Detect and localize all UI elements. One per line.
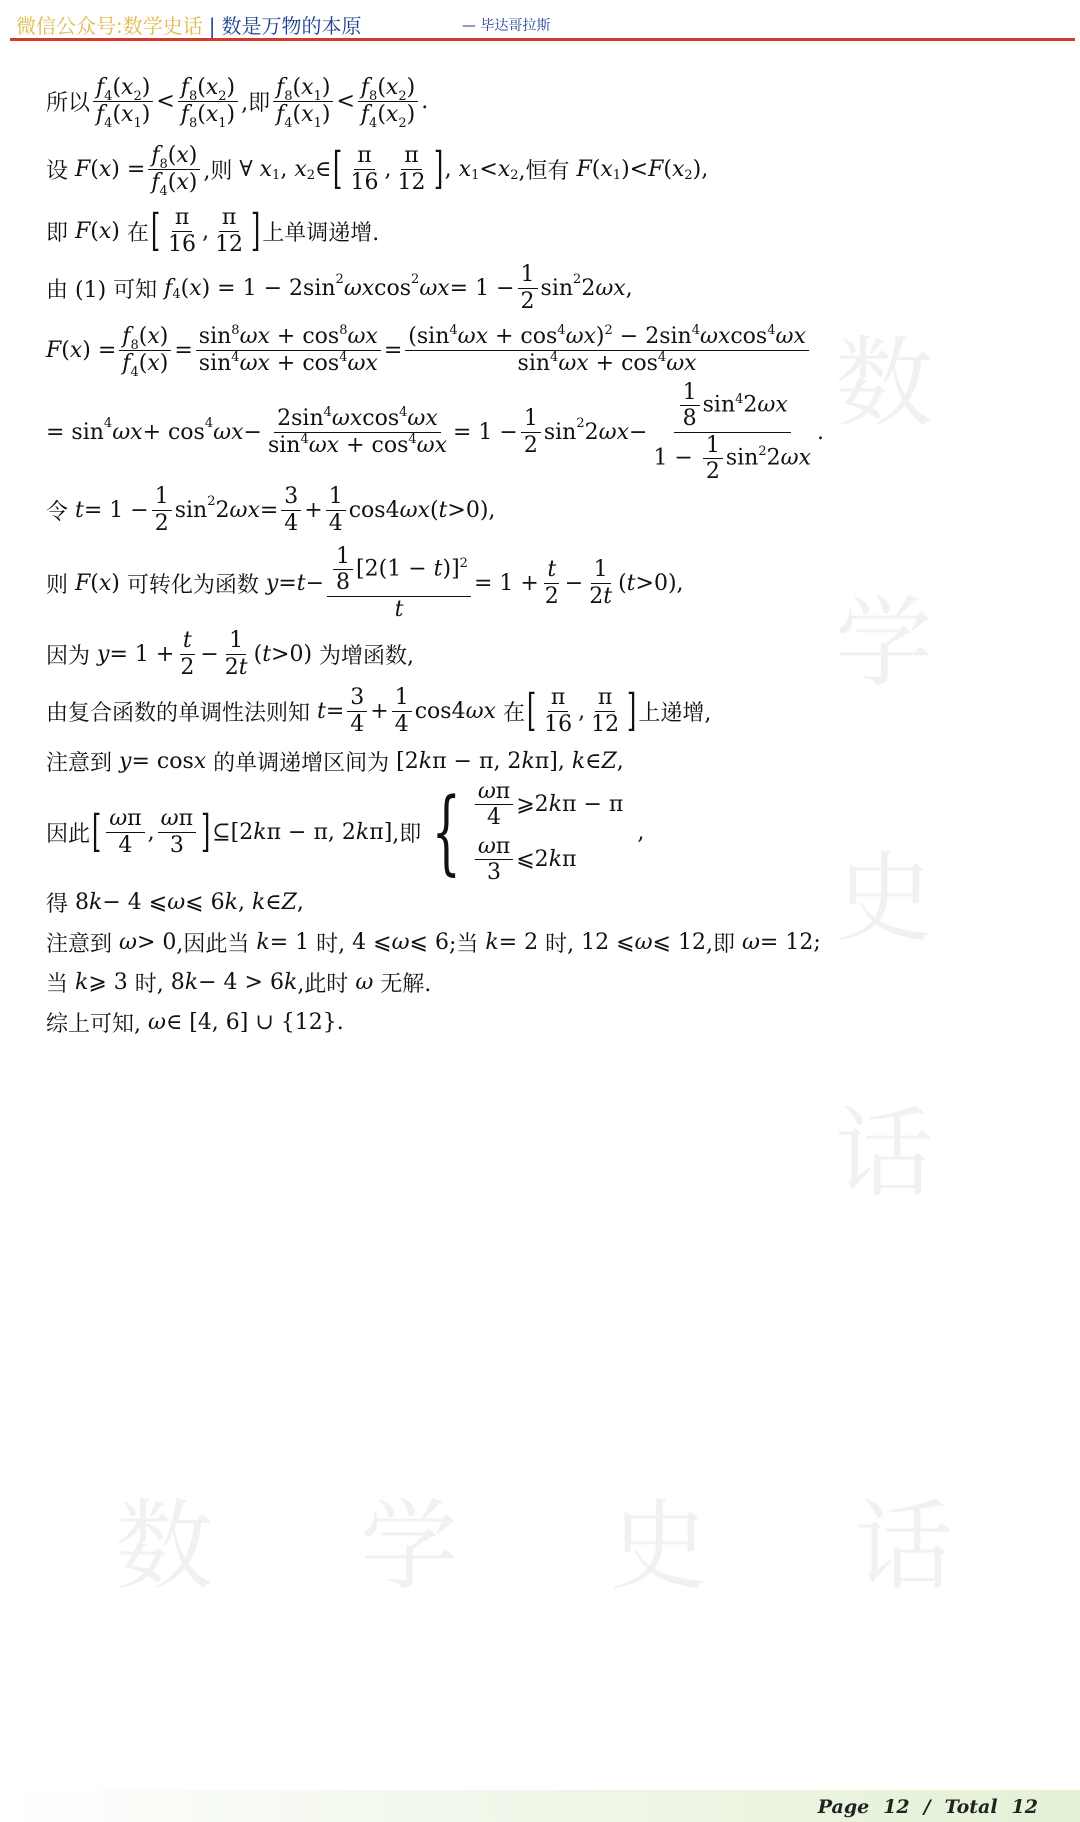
text-label: 可转化为函数	[126, 572, 259, 598]
text-label: 上单调递增.	[262, 220, 380, 246]
text-label: 设	[46, 158, 69, 184]
fraction: $\frac{f_8(x_2)}{f_4(x_2)}$	[358, 76, 418, 125]
page-footer	[0, 1790, 1080, 1822]
text-label: 为增函数,	[319, 643, 415, 669]
math-line-9: 因为 y = 1 + $\frac{t}{2}$ − $\frac{1}{2t}$ ( t >0) 为增函数,	[46, 628, 415, 680]
math-line-3: 即 F ( x ) 在 [ $\frac{\pi}{16}$ , $\frac{\pi}{12}$ ] 上单调递增.	[46, 205, 380, 257]
math-line-13: 得 8 k − 4 ⩽ ω ⩽ 6 k , k ∈ Z ,	[46, 882, 1046, 922]
text-label: 的单调递增区间为	[213, 750, 390, 776]
math-line-15: 当 k ⩾ 3 时, 8 k − 4 > 6 k ,此时 ω 无解.	[46, 962, 1046, 1002]
watermark-char: 学	[360, 1490, 459, 1604]
fraction: $\frac{\pi}{16}$	[544, 685, 573, 737]
fraction: $\frac{3}{4}$	[347, 686, 367, 735]
cases-brace: {	[431, 778, 462, 885]
text-label: 注意到	[46, 931, 113, 957]
math-line-14: 注意到 ω > 0 ,因此当 k = 1 时, 4 ⩽ ω ⩽ 6 ;当 k = 2 时, 12 ⩽ ω ⩽ 12 ,即 ω = 12;	[46, 922, 1046, 962]
fraction: $\frac{t}{2}$	[180, 628, 195, 680]
fraction: $\frac{\omega\pi}{4}$	[106, 807, 144, 856]
math-line-10: 由复合函数的单调性法则知 t = $\frac{3}{4}$ + $\frac{1}{4}$ cos4 ωx 在 [ $\frac{\pi}{16}$ , $\frac{\pi}{12}$ ] 上递增,	[46, 685, 712, 737]
page-slash: /	[923, 1796, 931, 1818]
watermark-char: 数	[115, 1490, 214, 1604]
solution-body	[46, 66, 1046, 1042]
fraction: $\frac{3}{4}$	[281, 485, 301, 534]
fraction: $\frac{f_8(x)}{f_4(x)}$	[148, 144, 200, 193]
fraction: $\frac{\sin^8\omega x + \cos^8\omega x}{\sin^4\omega x + \cos^4\omega x}$	[196, 325, 381, 374]
text-label: 时,	[134, 971, 164, 997]
text-label: 因为	[46, 643, 91, 669]
page-counter	[804, 1796, 1038, 1818]
text-label: ,则	[203, 158, 233, 184]
text-label: 即	[46, 220, 69, 246]
math-line-8: 则 F ( x ) 可转化为函数 y = t − $\frac{1}{8}$ $[2(1 - t)]^2$ t = 1 + $\frac{t}{2}$ − $\frac{1}{2t}$ ( t >0),	[46, 544, 684, 622]
fraction: $\frac{f_8(x_2)}{f_8(x_1)}$	[178, 76, 238, 125]
text-label: 得	[46, 891, 69, 917]
fraction: $\frac{f_4(x_2)}{f_4(x_1)}$	[93, 76, 153, 125]
text-label: 则	[46, 572, 69, 598]
text-label: 当	[46, 971, 69, 997]
watermark-char: 话	[835, 1097, 934, 1211]
header-left	[16, 10, 362, 39]
total-number: 12	[1011, 1796, 1038, 1818]
math-line-1: 所以 $\frac{f_4(x_2)}{f_4(x_1)}$ < $\frac{f_8(x_2)}{f_8(x_1)}$ ,即 $\frac{f_8(x_1)}{f_4(x_1)}$ < $\frac{f_8(x_2)}{f_4(x_2)}$ .	[46, 75, 429, 131]
text-label: 时,	[545, 931, 575, 957]
text-label: 由 (1) 可知	[46, 277, 158, 303]
fraction: $\frac{t}{2}$	[544, 557, 559, 609]
fraction: $\frac{1}{2}$	[518, 263, 538, 312]
fraction: $\frac{\pi}{12}$	[591, 685, 620, 737]
fraction: $\frac{1}{2t}$	[224, 628, 248, 680]
watermark-char: 史	[835, 842, 934, 956]
math-line-16: 综上可知, ω ∈ [4, 6] ∪ {12}.	[46, 1002, 1046, 1042]
page-label: Page	[817, 1796, 870, 1818]
text-label: 上递增,	[638, 700, 712, 726]
fraction: $\frac{f_8(x_1)}{f_4(x_1)}$	[273, 76, 333, 125]
math-line-6: = sin 4 ωx + cos 4 ωx − $\frac{2\sin^4\omega xcos^4\omega x}{\sin^4\omega x + \cos^4\omega x}$ = 1 − $\frac{1}{2}$ sin 2 2 ωx − $\frac{1}{8}$ $\sin^42\omega x$ 1 − $\frac{1}{2}$ $\sin^22\omega x$ .	[46, 380, 824, 484]
text-label: 综上可知,	[46, 1011, 141, 1037]
text-label: 无解.	[380, 971, 432, 997]
fraction: $\frac{\pi}{12}$	[215, 205, 244, 257]
fraction: $\frac{\omega\pi}{3}$	[158, 807, 196, 856]
fraction: $\frac{1}{2}$	[152, 485, 172, 534]
fraction: $\frac{1}{8}$ $\sin^42\omega x$ 1 − $\frac{1}{2}$ $\sin^22\omega x$	[653, 380, 811, 484]
math-line-4: 由 (1) 可知 f 4 ( x ) = 1 − 2sin 2 ωx cos 2 ωx = 1 − $\frac{1}{2}$ sin 2 2 ωx ,	[46, 262, 633, 314]
text-label: 在	[502, 700, 525, 726]
text-label: 时,	[316, 931, 346, 957]
text-label: 因此	[46, 821, 91, 847]
text-label: 由复合函数的单调性法则知	[46, 700, 311, 726]
text-label: ,即	[705, 931, 735, 957]
text-label: 所以	[46, 90, 91, 116]
watermark-char: 学	[835, 587, 934, 701]
header-title: 数是万物的本原	[221, 14, 362, 38]
text-label: 注意到	[46, 750, 113, 776]
fraction: $\frac{f_8(x)}{f_4(x)}$	[119, 325, 171, 374]
text-label: ;当	[448, 931, 479, 957]
text-label: ,即	[392, 821, 422, 847]
header-separator: |	[208, 14, 216, 38]
fraction: $\frac{1}{4}$	[392, 686, 412, 735]
fraction: $\frac{1}{2}$	[521, 407, 541, 456]
watermark-char: 数	[835, 327, 934, 441]
watermark-char: 史	[610, 1490, 709, 1604]
header-subtitle: — 毕达哥拉斯	[462, 18, 551, 34]
fraction: $\frac{2\sin^4\omega xcos^4\omega x}{\sin^4\omega x + \cos^4\omega x}$	[267, 405, 447, 458]
text-label: 在	[126, 220, 149, 246]
fraction: $\frac{\pi}{16}$	[168, 205, 197, 257]
fraction: $\frac{\pi}{12}$	[397, 143, 426, 195]
fraction: $\frac{1}{8}$ $[2(1 - t)]^2$ t	[327, 545, 471, 620]
cases-system: $\frac{\omega\pi}{4}$ ⩾2 k π − π $\frac{\omega\pi}{3}$ ⩽2 k π	[472, 780, 624, 884]
watermark-char: 话	[855, 1490, 954, 1604]
header-rule	[10, 38, 1075, 41]
wechat-account-label: 微信公众号:数学史话	[16, 14, 203, 38]
text-label: ,因此当	[176, 931, 250, 957]
math-line-7: 令 t = 1 − $\frac{1}{2}$ sin 2 2 ωx = $\frac{3}{4}$ + $\frac{1}{4}$ cos4 ωx ( t >0),	[46, 484, 496, 536]
fraction: $\frac{\pi}{16}$	[350, 143, 379, 195]
text-label: 令	[46, 499, 69, 525]
text-label: ,即	[241, 90, 271, 116]
fraction: $\frac{(\sin^4\omega x + \cos^4\omega x)^2 - 2\sin^4\omega xcos^4\omega x}{\sin^4\omega x + \cos^4\omega x}$	[405, 325, 809, 374]
math-line-5: F ( x ) = $\frac{f_8(x)}{f_4(x)}$ = $\frac{\sin^8\omega x + \cos^8\omega x}{\sin^4\omega x + \cos^4\omega x}$ = $\frac{(\sin^4\omega x + \cos^4\omega x)^2 - 2\sin^4\omega xcos^4\omega x}{\sin^4\omega x + \cos^4\omega x}$	[46, 316, 1046, 384]
text-label: ,恒有	[518, 158, 570, 184]
total-label: Total	[944, 1796, 998, 1818]
fraction: $\frac{1}{2t}$	[589, 557, 613, 609]
page-header	[0, 0, 1080, 44]
fraction: $\frac{1}{4}$	[326, 485, 346, 534]
page-number: 12	[883, 1796, 910, 1818]
math-line-2: 设 F ( x ) = $\frac{f_8(x)}{f_4(x)}$ ,则 ∀ x 1 , x 2 ∈ [ $\frac{\pi}{16}$ , $\frac{\pi}{12}$ ] , x 1 < x 2 ,恒有 F ( x 1 )< F ( x 2 ),	[46, 143, 709, 199]
math-line-11: 注意到 y = cos x 的单调递增区间为 [2 k π − π, 2 k π], k ∈ Z ,	[46, 740, 1046, 782]
text-label: ,此时	[297, 971, 349, 997]
math-line-12: 因此 [ $\frac{\omega\pi}{4}$ , $\frac{\omega\pi}{3}$ ] ⊆[2 k π − π, 2 k π] ,即 { $\frac{\omega\pi}{4}$ ⩾2 k π − π $\frac{\omega\pi}{3}$ ⩽2 k π ,	[46, 778, 645, 886]
